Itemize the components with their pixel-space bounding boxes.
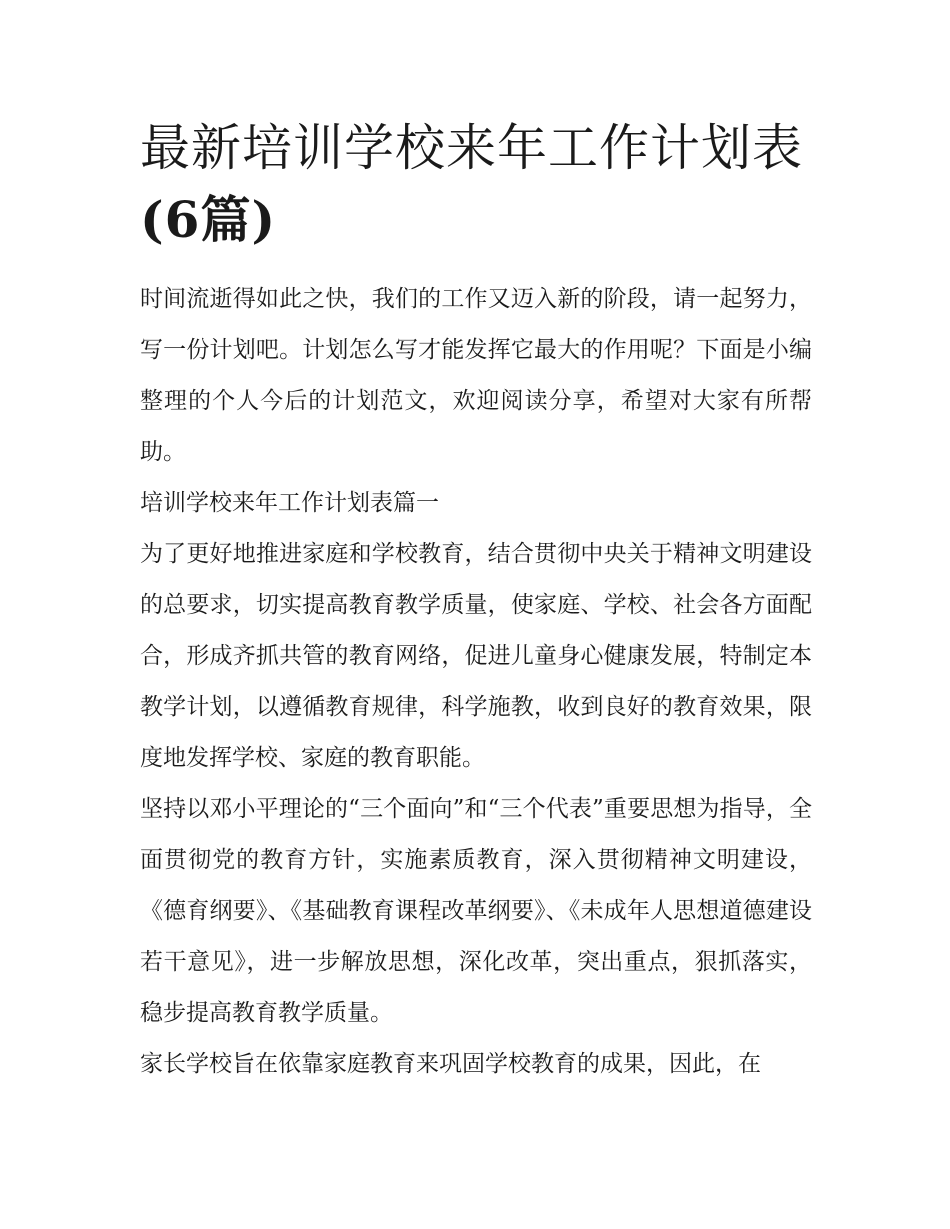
title-main: 最新培训学校来年工作计划表 bbox=[140, 119, 803, 177]
document-body bbox=[140, 274, 812, 1090]
intro-paragraph: 时间流逝得如此之快，我们的工作又迈入新的阶段，请一起努力，写一份计划吧。计划怎么写才能发挥它最大的作用呢？下面是小编整理的个人今后的计划范文，欢迎阅读分享，希望对大家有所帮助。 bbox=[140, 286, 812, 465]
document-title bbox=[140, 112, 812, 256]
title-suffix: (6篇) bbox=[140, 190, 277, 249]
body-paragraph-3: 家长学校旨在依靠家庭教育来巩固学校教育的成果，因此，在 bbox=[140, 1051, 761, 1077]
section-heading: 培训学校来年工作计划表篇一 bbox=[140, 490, 439, 516]
body-paragraph-1: 为了更好地推进家庭和学校教育，结合贯彻中央关于精神文明建设的总要求，切实提高教育教学质量，使家庭、学校、社会各方面配合，形成齐抓共管的教育网络，促进儿童身心健康发展，特制定本教学计划，以遵循教育规律，科学施教，收到良好的教育效果，限度地发挥学校、家庭的教育职能。 bbox=[140, 541, 812, 771]
document-page bbox=[140, 112, 812, 1090]
body-paragraph-2: 坚持以邓小平理论的“三个面向”和“三个代表”重要思想为指导，全面贯彻党的教育方针，实施素质教育，深入贯彻精神文明建设，《德育纲要》、《基础教育课程改革纲要》、《未成年人思想道德建设若干意见》，进一步解放思想，深化改革，突出重点，狠抓落实，稳步提高教育教学质量。 bbox=[140, 796, 812, 1026]
